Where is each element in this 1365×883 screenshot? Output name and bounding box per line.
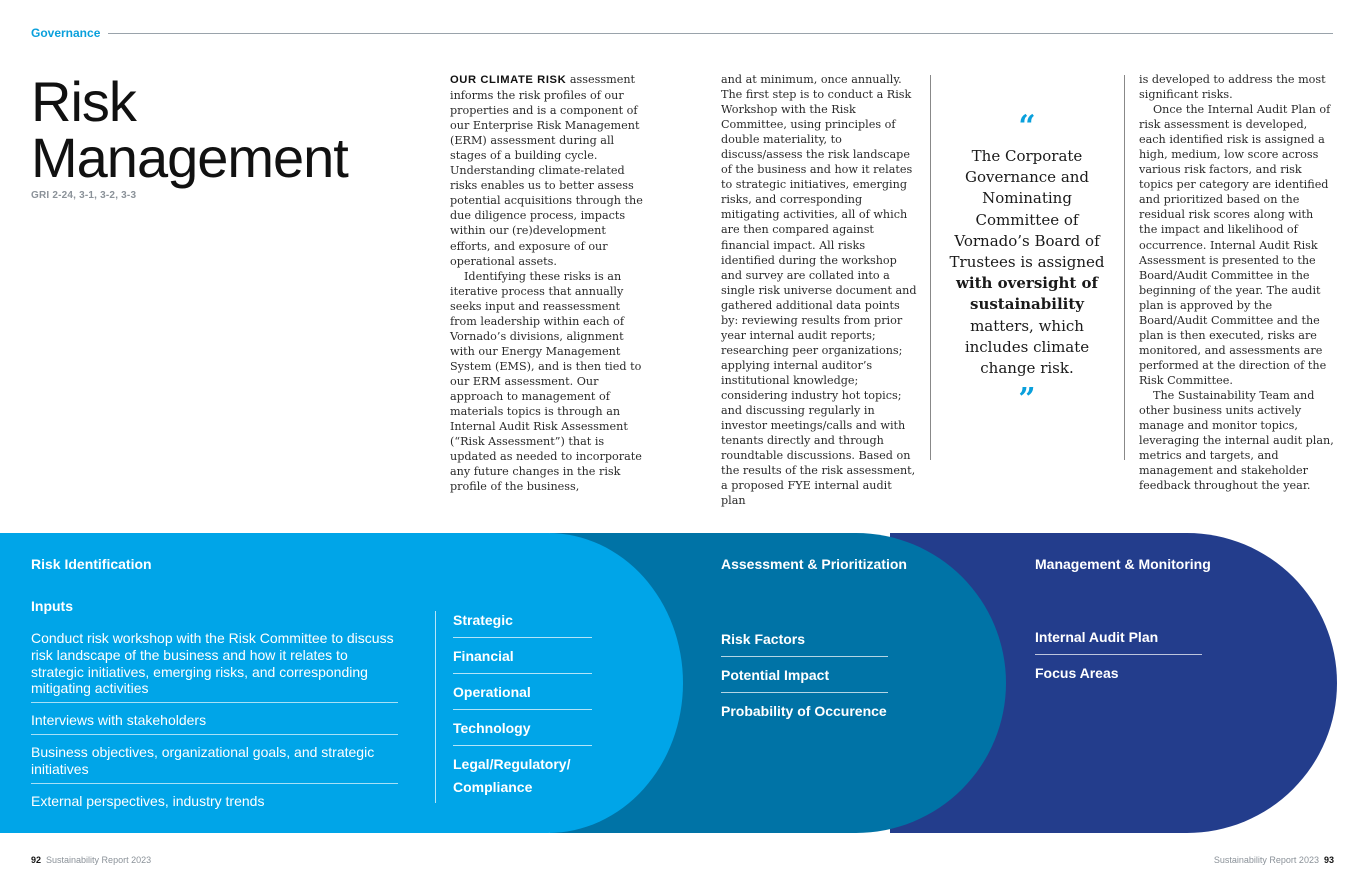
list-item: Risk Factors: [721, 627, 888, 657]
list-item: External perspectives, industry trends: [31, 792, 265, 809]
section-label: Governance: [31, 26, 101, 40]
list-item: Probability of Occurence: [721, 703, 887, 719]
paragraph-text: assessment informs the risk profiles of our properties and is a component of our Enterprise Risk Management (ERM) assessment during all stages of a building cycle. Understanding climate-related risks enables us to better assess potential acquisitions through the due diligence process, impacts within our (re)development efforts, and exposure of our operational assets.: [450, 73, 643, 268]
list-item: Strategic: [453, 608, 592, 638]
list-item: Conduct risk workshop with the Risk Committee to discuss risk landscape of the business and how it relates to strategic initiatives, emerging risks, and corresponding mitigating activities: [31, 628, 398, 703]
open-quote-icon: “: [1018, 109, 1036, 144]
lead-in: OUR CLIMATE RISK: [450, 74, 567, 86]
list-item: Interviews with stakeholders: [31, 710, 398, 735]
close-quote-icon: ”: [1018, 382, 1036, 418]
pull-quote: [944, 109, 1110, 418]
assessment-list: [721, 627, 888, 734]
management-list: [1035, 625, 1202, 696]
risk-categories-list: [453, 608, 592, 810]
inputs-list: [31, 628, 398, 821]
paragraph: is developed to address the most significant risks.: [1139, 73, 1326, 102]
page-title-line2: Management: [31, 126, 348, 189]
paragraph: Identifying these risks is an iterative process that annually seeks input and reassessment from leadership within each of Vornado’s divisions, alignment with our Energy Management System (EMS), and is then tied to our ERM assessment. Our approach to management of materials topics is through an Internal Audit Risk Assessment (“Risk Assessment”) that is updated as needed to incorporate any future changes in the risk profile of the business,: [450, 269, 642, 494]
paragraph: [450, 72, 648, 269]
category-divider: [435, 611, 436, 803]
quote-text-bold: with oversight of sustainability: [956, 274, 1098, 314]
list-item: Potential Impact: [721, 663, 888, 693]
footer-right: [1214, 855, 1334, 865]
pull-quote-text: [944, 146, 1110, 379]
page-title: [31, 70, 348, 189]
paragraph: The Sustainability Team and other business units actively manage and monitor topics, leveraging the internal audit plan, metrics and targets, and management and stakeholder feedback throughout the year.: [1139, 388, 1334, 493]
header-divider: [108, 33, 1333, 34]
list-item: Business objectives, organizational goals, and strategic initiatives: [31, 742, 398, 784]
page-number: 93: [1323, 855, 1334, 865]
risk-identification-heading: Risk Identification: [31, 556, 152, 572]
body-column-2: [721, 72, 919, 508]
page-number: 92: [31, 855, 42, 865]
column-divider: [930, 75, 931, 460]
list-item: Operational: [453, 680, 592, 710]
paragraph: and at minimum, once annually. The first step is to conduct a Risk Workshop with the Risk Committee, using principles of double materiality, to discuss/assess the risk landscape of the business and how it relates to strategic initiatives, emerging risks, and corresponding mitigating activities, all of which are then compared against financial impact. All risks identified during the workshop and survey are collated into a single risk universe document and gathered additional data points by: reviewing results from prior year internal audit reports; researching peer organizations; applying internal auditor’s institutional knowledge; considering industry hot topics; and discussing regularly in investor meetings/calls and with tenants directly and through roundtable discussions. Based on the results of the risk assessment, a proposed FYE internal audit plan: [721, 73, 917, 508]
list-item: Financial: [453, 644, 592, 674]
column-divider: [1124, 75, 1125, 460]
inputs-heading: Inputs: [31, 598, 73, 614]
footer-label: Sustainability Report 2023: [46, 855, 152, 865]
body-column-1: [450, 72, 648, 494]
page-title-line1: Risk: [31, 70, 136, 133]
list-item: Technology: [453, 716, 592, 746]
paragraph: Once the Internal Audit Plan of risk assessment is developed, each identified risk is assigned a high, medium, low score across various risk factors, and risk topics per category are identified and prioritized based on the residual risk scores along with the impact and likelihood of occurrence. Internal Audit Risk Assessment is presented to the Board/Audit Committee in the beginning of the year. The audit plan is approved by the Board/Audit Committee and the plan is then executed, risks are monitored, and assessments are performed at the direction of the Risk Committee.: [1139, 103, 1331, 387]
quote-text-2: matters, which includes climate change risk.: [964, 316, 1090, 378]
footer-label: Sustainability Report 2023: [1213, 855, 1319, 865]
assessment-heading: Assessment & Prioritization: [721, 556, 907, 572]
quote-text-1: The Corporate Governance and Nominating Committee of Vornado’s Board of Trustees is assigned: [949, 147, 1105, 272]
body-column-4: [1139, 72, 1335, 493]
footer-left: [31, 855, 151, 865]
list-item: Legal/Regulatory/ Compliance: [453, 756, 571, 795]
gri-reference: GRI 2-24, 3-1, 3-2, 3-3: [31, 190, 137, 201]
management-heading: Management & Monitoring: [1035, 556, 1211, 572]
list-item: Focus Areas: [1035, 665, 1119, 681]
list-item: Internal Audit Plan: [1035, 625, 1202, 655]
